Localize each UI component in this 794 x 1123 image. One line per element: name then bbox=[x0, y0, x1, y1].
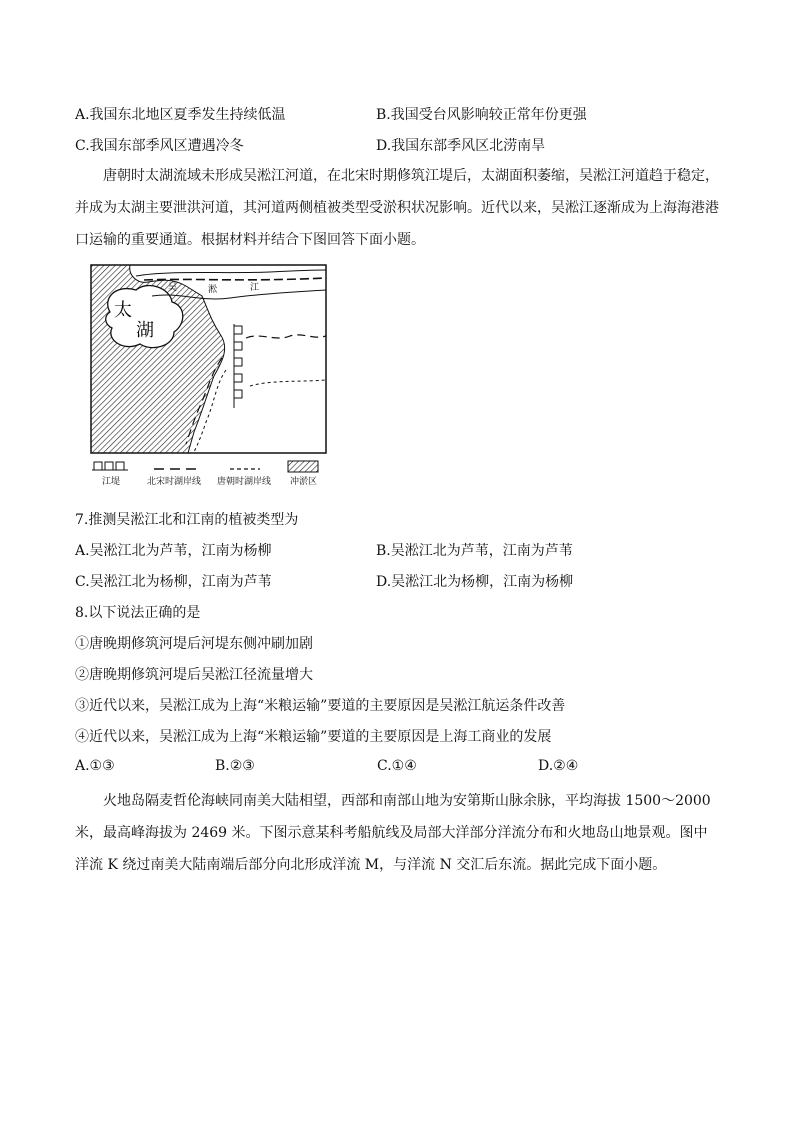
legend-dike-symbol bbox=[92, 462, 128, 470]
lake-label-1: 太 bbox=[114, 300, 132, 321]
material-paragraph-2 bbox=[75, 785, 720, 881]
q6-option-a: A.我国东北地区夏季发生持续低温 bbox=[75, 107, 286, 123]
river-label-3: 江 bbox=[250, 283, 260, 293]
river-label-1: 吴 bbox=[168, 283, 178, 293]
material-1-text: 唐朝时太湖流域未形成吴淞江河道，在北宋时期修筑江堤后，太湖面积萎缩，吴淞江河道趋于稳定，并成为太湖主要泄洪河道，其河道两侧植被类型受淤积状况影响。近代以来，吴淞江逐渐成为上海海港港口运输的重要通道。根据材料并结合下图回答下面小题。 bbox=[75, 168, 719, 248]
q8-option-c: C.①④ bbox=[377, 758, 417, 774]
q7-option-c: C.吴淞江北为杨柳，江南为芦苇 bbox=[75, 574, 272, 590]
q8-option-a: A.①③ bbox=[75, 758, 115, 774]
q6-option-d: D.我国东部季风区北涝南旱 bbox=[376, 138, 546, 154]
river-label-2: 淞 bbox=[208, 285, 218, 295]
legend-dike-label: 江堤 bbox=[102, 477, 121, 487]
legend-deposit-label: 冲淤区 bbox=[290, 477, 318, 487]
legend-deposit-symbol bbox=[288, 461, 318, 472]
lake-label-2: 湖 bbox=[136, 320, 154, 341]
q8-statement-4: ④近代以来，吴淞江成为上海“米粮运输”要道的主要原因是上海工商业的发展 bbox=[75, 729, 552, 745]
q6-option-b: B.我国受台风影响较正常年份更强 bbox=[376, 107, 587, 123]
taihu-wusong-map bbox=[90, 262, 340, 492]
q7-option-a: A.吴淞江北为芦苇，江南为杨柳 bbox=[75, 543, 272, 559]
legend-song-label: 北宋时湖岸线 bbox=[147, 477, 202, 487]
map-legend bbox=[92, 461, 318, 487]
legend-tang-label: 唐朝时湖岸线 bbox=[217, 477, 272, 487]
q8-stem: 8.以下说法正确的是 bbox=[75, 605, 201, 621]
q7-option-b: B.吴淞江北为芦苇，江南为芦苇 bbox=[376, 543, 573, 559]
q8-statement-2: ②唐晚期修筑河堤后吴淞江径流量增大 bbox=[75, 667, 313, 683]
material-2-text: 火地岛隔麦哲伦海峡同南美大陆相望，西部和南部山地为安第斯山脉余脉，平均海拔 1500～2000 米，最高峰海拔为 2469 米。下图示意某科考船航线及局部大洋部分洋流分布和火地岛山地景观。图中洋流 K 绕过南美大陆南端后部分向北形成洋流 M，与洋流 N 交汇后东流。据此完成下面小题。 bbox=[75, 793, 711, 873]
q7-stem: 7.推测吴淞江北和江南的植被类型为 bbox=[75, 512, 299, 528]
q8-statement-3: ③近代以来，吴淞江成为上海“米粮运输”要道的主要原因是吴淞江航运条件改善 bbox=[75, 698, 566, 714]
q7-option-d: D.吴淞江北为杨柳，江南为杨柳 bbox=[376, 574, 574, 590]
material-paragraph-1 bbox=[75, 160, 720, 256]
q8-statement-1: ①唐晚期修筑河堤后河堤东侧冲刷加剧 bbox=[75, 636, 313, 652]
q6-option-c: C.我国东部季风区遭遇冷冬 bbox=[75, 138, 244, 154]
q8-option-d: D.②④ bbox=[538, 758, 579, 774]
q8-option-b: B.②③ bbox=[215, 758, 255, 774]
